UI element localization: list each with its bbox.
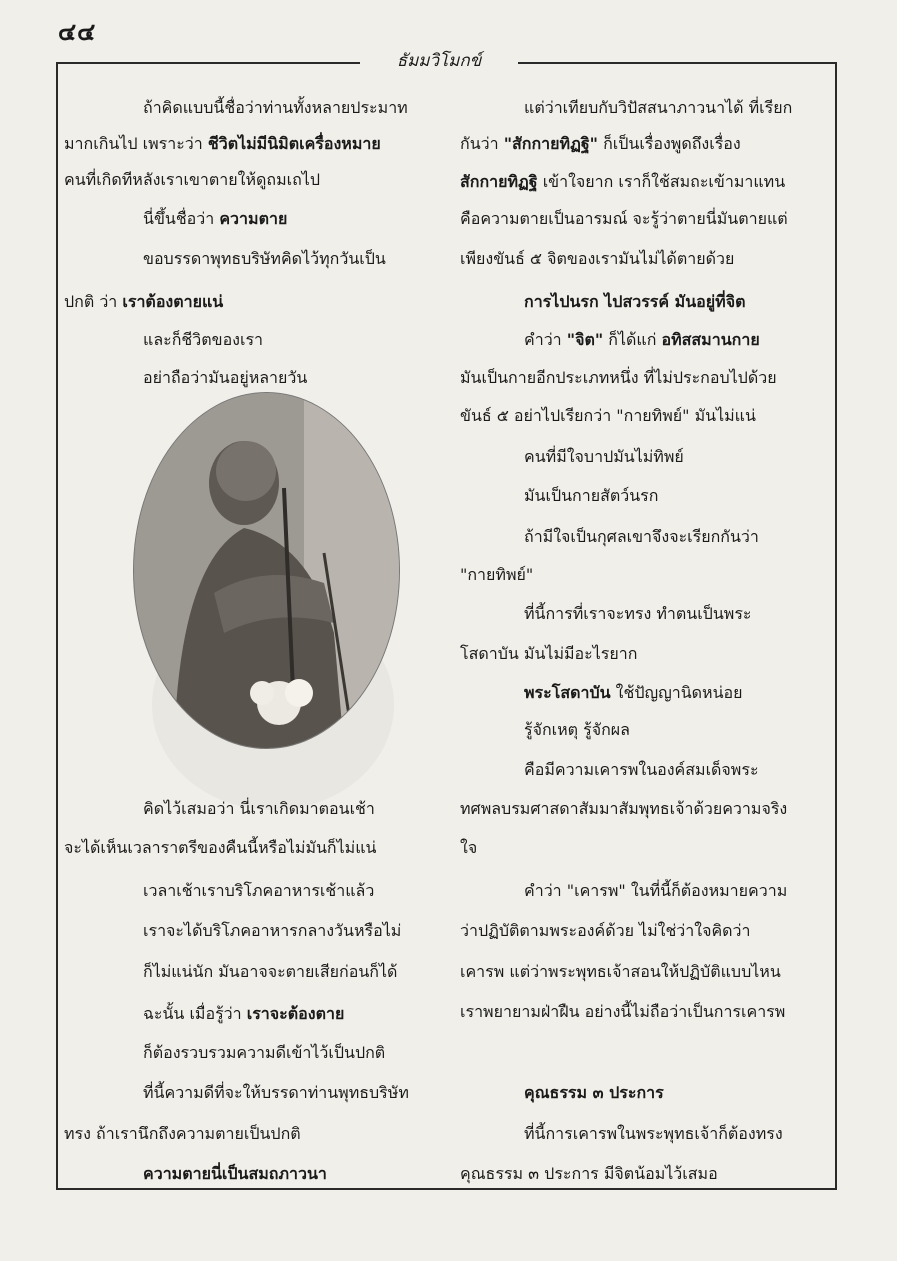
bold-text: เราต้องตายแน่	[122, 292, 224, 311]
body-text: ทศพลบรมศาสดาสัมมาสัมพุทธเจ้าด้วยความจริง	[460, 799, 788, 818]
body-text: เวลาเช้าเราบริโภคอาหารเช้าแล้ว	[143, 881, 375, 900]
bold-text: ความตายนี่เป็นสมถภาวนา	[143, 1164, 327, 1183]
text-line	[524, 445, 684, 470]
body-text: กันว่า	[460, 134, 504, 153]
text-line	[143, 366, 307, 391]
page-number: ๔๔	[58, 17, 97, 46]
text-line	[64, 132, 381, 157]
body-text: ที่นี้การที่เราจะทรง ทำตนเป็นพระ	[524, 604, 752, 623]
body-text: เราพยายามฝ่าฝืน อย่างนี้ไม่ถือว่าเป็นการเคารพ	[460, 1002, 786, 1021]
text-line	[64, 168, 320, 193]
text-line	[64, 1122, 301, 1147]
text-line	[460, 563, 533, 588]
body-text: มันเป็นกายอีกประเภทหนึ่ง ที่ไม่ประกอบไปด้วย	[460, 368, 777, 387]
bold-text: ชีวิตไม่มีนิมิตเครื่องหมาย	[207, 134, 381, 153]
body-text: "กายทิพย์"	[460, 565, 534, 584]
text-line	[460, 836, 477, 861]
body-text: รู้จักเหตุ รู้จักผล	[524, 720, 630, 739]
body-text: เข้าใจยาก เราก็ใช้สมถะเข้ามาแทน	[537, 172, 786, 191]
text-line	[143, 207, 287, 232]
bold-text: "สักกายทิฏฐิ"	[503, 134, 598, 153]
text-line	[460, 797, 787, 822]
body-text: ใจ	[460, 838, 478, 857]
text-line	[524, 879, 787, 904]
text-line	[143, 247, 386, 272]
body-text: ก็เป็นเรื่องพูดถึงเรื่อง	[597, 134, 741, 153]
body-text: ใช้ปัญญานิดหน่อย	[610, 683, 743, 702]
text-line	[64, 290, 223, 315]
body-text: นี่ขึ้นชื่อว่า	[143, 209, 220, 228]
text-line	[460, 1000, 785, 1025]
bold-text: เราจะต้องตาย	[246, 1004, 345, 1023]
text-line	[460, 170, 785, 195]
text-line	[460, 207, 788, 232]
bold-text: "จิต"	[566, 330, 604, 349]
monk-photo	[133, 392, 400, 749]
body-text: อย่าถือว่ามันอยู่หลายวัน	[143, 368, 308, 387]
bold-text: ความตาย	[219, 209, 288, 228]
text-line	[143, 96, 408, 121]
bold-text: พระโสดาบัน	[524, 683, 611, 702]
body-text: เราจะได้บริโภคอาหารกลางวันหรือไม่	[143, 921, 402, 940]
text-line	[460, 1162, 718, 1187]
text-line	[524, 1122, 783, 1147]
body-text: ฉะนั้น เมื่อรู้ว่า	[143, 1004, 247, 1023]
text-line	[524, 718, 630, 743]
body-text: ถ้าคิดแบบนี้ชื่อว่าท่านทั้งหลายประมาท	[143, 98, 408, 117]
body-text: ที่นี้การเคารพในพระพุทธเจ้าก็ต้องทรง	[524, 1124, 783, 1143]
body-text: คำว่า	[524, 330, 567, 349]
text-line	[143, 1081, 409, 1106]
text-line	[143, 328, 263, 353]
body-text: ทรง ถ้าเรานึกถึงความตายเป็นปกติ	[64, 1124, 301, 1143]
text-line	[460, 404, 756, 429]
text-line	[524, 525, 759, 550]
body-text: เพียงขันธ์ ๕ จิตของเรามันไม่ได้ตายด้วย	[460, 249, 735, 268]
text-line	[524, 681, 743, 706]
text-line	[524, 602, 752, 627]
text-line	[143, 879, 374, 904]
text-line	[460, 960, 781, 985]
body-text: จะได้เห็นเวลาราตรีของคืนนี้หรือไม่มันก็ไม่แน่	[64, 838, 377, 857]
body-text: คิดไว้เสมอว่า นี่เราเกิดมาตอนเช้า	[143, 799, 375, 818]
body-text: คนที่เกิดทีหลังเราเขาตายให้ดูถมเถไป	[64, 170, 320, 189]
body-text: ก็ไม่แน่นัก มันอาจจะตายเสียก่อนก็ได้	[143, 962, 398, 981]
text-line	[524, 484, 658, 509]
bold-text: คุณธรรม ๓ ประการ	[524, 1083, 664, 1102]
body-text: คนที่มีใจบาปมันไม่ทิพย์	[524, 447, 684, 466]
body-text: แต่ว่าเทียบกับวิปัสสนาภาวนาได้ ที่เรียก	[524, 98, 793, 117]
text-line	[143, 960, 397, 985]
text-line	[524, 290, 745, 315]
bold-text: อทิสสมานกาย	[661, 330, 760, 349]
bold-text: สักกายทิฏฐิ	[460, 172, 538, 191]
body-text: ก็ต้องรวบรวมความดีเข้าไว้เป็นปกติ	[143, 1043, 386, 1062]
running-header: ธัมมวิโมกข์	[360, 47, 518, 74]
body-text: และก็ชีวิตของเรา	[143, 330, 264, 349]
text-line	[460, 642, 637, 667]
text-line	[460, 132, 741, 157]
body-text: มากเกินไป เพราะว่า	[64, 134, 208, 153]
body-text: โสดาบัน มันไม่มีอะไรยาก	[460, 644, 638, 663]
text-line	[143, 1041, 385, 1066]
body-text: ขันธ์ ๕ อย่าไปเรียกว่า "กายทิพย์" มันไม่แน่	[460, 406, 756, 425]
bold-text: การไปนรก ไปสวรรค์ มันอยู่ที่จิต	[524, 292, 746, 311]
body-text: ว่าปฏิบัติตามพระองค์ด้วย ไม่ใช่ว่าใจคิดว่า	[460, 921, 751, 940]
text-line	[64, 836, 376, 861]
text-line	[524, 758, 759, 783]
body-text: มันเป็นกายสัตว์นรก	[524, 486, 659, 505]
text-line	[460, 366, 777, 391]
body-text: ก็ได้แก่	[603, 330, 662, 349]
body-text: ถ้ามีใจเป็นกุศลเขาจึงจะเรียกกันว่า	[524, 527, 759, 546]
body-text: คือความตายเป็นอารมณ์ จะรู้ว่าตายนี่มันตายแต่	[460, 209, 788, 228]
text-line	[143, 919, 401, 944]
text-line	[524, 1081, 664, 1106]
body-text: คือมีความเคารพในองค์สมเด็จพระ	[524, 760, 759, 779]
text-line	[143, 797, 375, 822]
body-text: คุณธรรม ๓ ประการ มีจิตน้อมไว้เสมอ	[460, 1164, 718, 1183]
body-text: คำว่า "เคารพ" ในที่นี้ก็ต้องหมายความ	[524, 881, 788, 900]
text-line	[460, 919, 751, 944]
body-text: ปกติ ว่า	[64, 292, 123, 311]
body-text: ขอบรรดาพุทธบริษัทคิดไว้ทุกวันเป็น	[143, 249, 386, 268]
text-line	[143, 1002, 344, 1027]
text-line	[143, 1162, 327, 1187]
text-line	[524, 328, 760, 353]
text-line	[460, 247, 734, 272]
body-text: ที่นี้ความดีที่จะให้บรรดาท่านพุทธบริษัท	[143, 1083, 409, 1102]
body-text: เคารพ แต่ว่าพระพุทธเจ้าสอนให้ปฏิบัติแบบไหน	[460, 962, 781, 981]
text-line	[524, 96, 792, 121]
